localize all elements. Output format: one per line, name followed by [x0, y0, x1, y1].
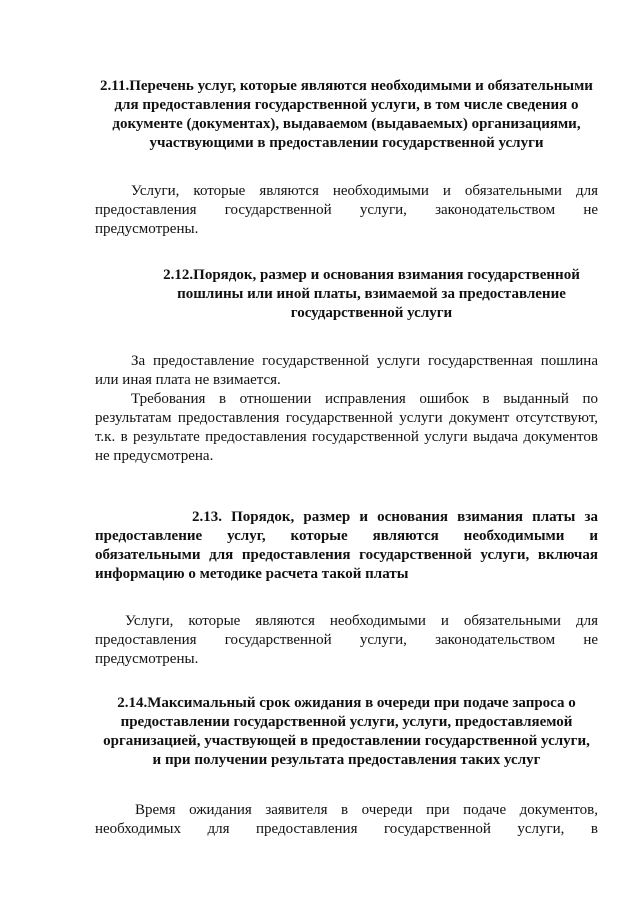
section-2-13-heading: 2.13. Порядок, размер и основания взимания платы за предоставление услуг, которые являются необходимыми и обязательными для предоставления государственной услуги, включая информацию о методике расчета такой платы: [95, 509, 598, 582]
section-2-11-heading: 2.11.Перечень услуг, которые являются необходимыми и обязательными для предоставления государственной услуги, в том числе сведения о документе (документах), выдаваемом (выдаваемых) организациями, участвующими в предоставлении государственной услуги: [100, 78, 593, 151]
section-2-14-heading: 2.14.Максимальный срок ожидания в очереди при подаче запроса о предоставлении государственной услуги, услуги, предоставляемой организацией, участвующей в предоставлении государственной услуги, и при получении результата предоставления таких услуг: [103, 695, 590, 768]
section-2-13-paragraph: Услуги, которые являются необходимыми и обязательными для предоставления государственной услуги, законодательством не предусмотрены.: [95, 613, 598, 667]
section-2-11-paragraph: Услуги, которые являются необходимыми и обязательными для предоставления государственной услуги, законодательством не предусмотрены.: [95, 183, 598, 237]
section-2-12-heading: 2.12.Порядок, размер и основания взимания государственной пошлины или иной платы, взимаемой за предоставление государственной услуги: [163, 267, 580, 321]
section-2-12-paragraph-1: За предоставление государственной услуги государственная пошлина или иная плата не взимается.: [95, 353, 598, 388]
section-2-12-paragraph-2: Требования в отношении исправления ошибок в выданный по результатам предоставления государственной услуги документ отсутствуют, т.к. в результате предоставления государственной услуги выдача документов не предусмотрена.: [95, 391, 598, 464]
section-2-14-paragraph: Время ожидания заявителя в очереди при подаче документов, необходимых для предоставления государственной услуги, в: [95, 802, 598, 837]
